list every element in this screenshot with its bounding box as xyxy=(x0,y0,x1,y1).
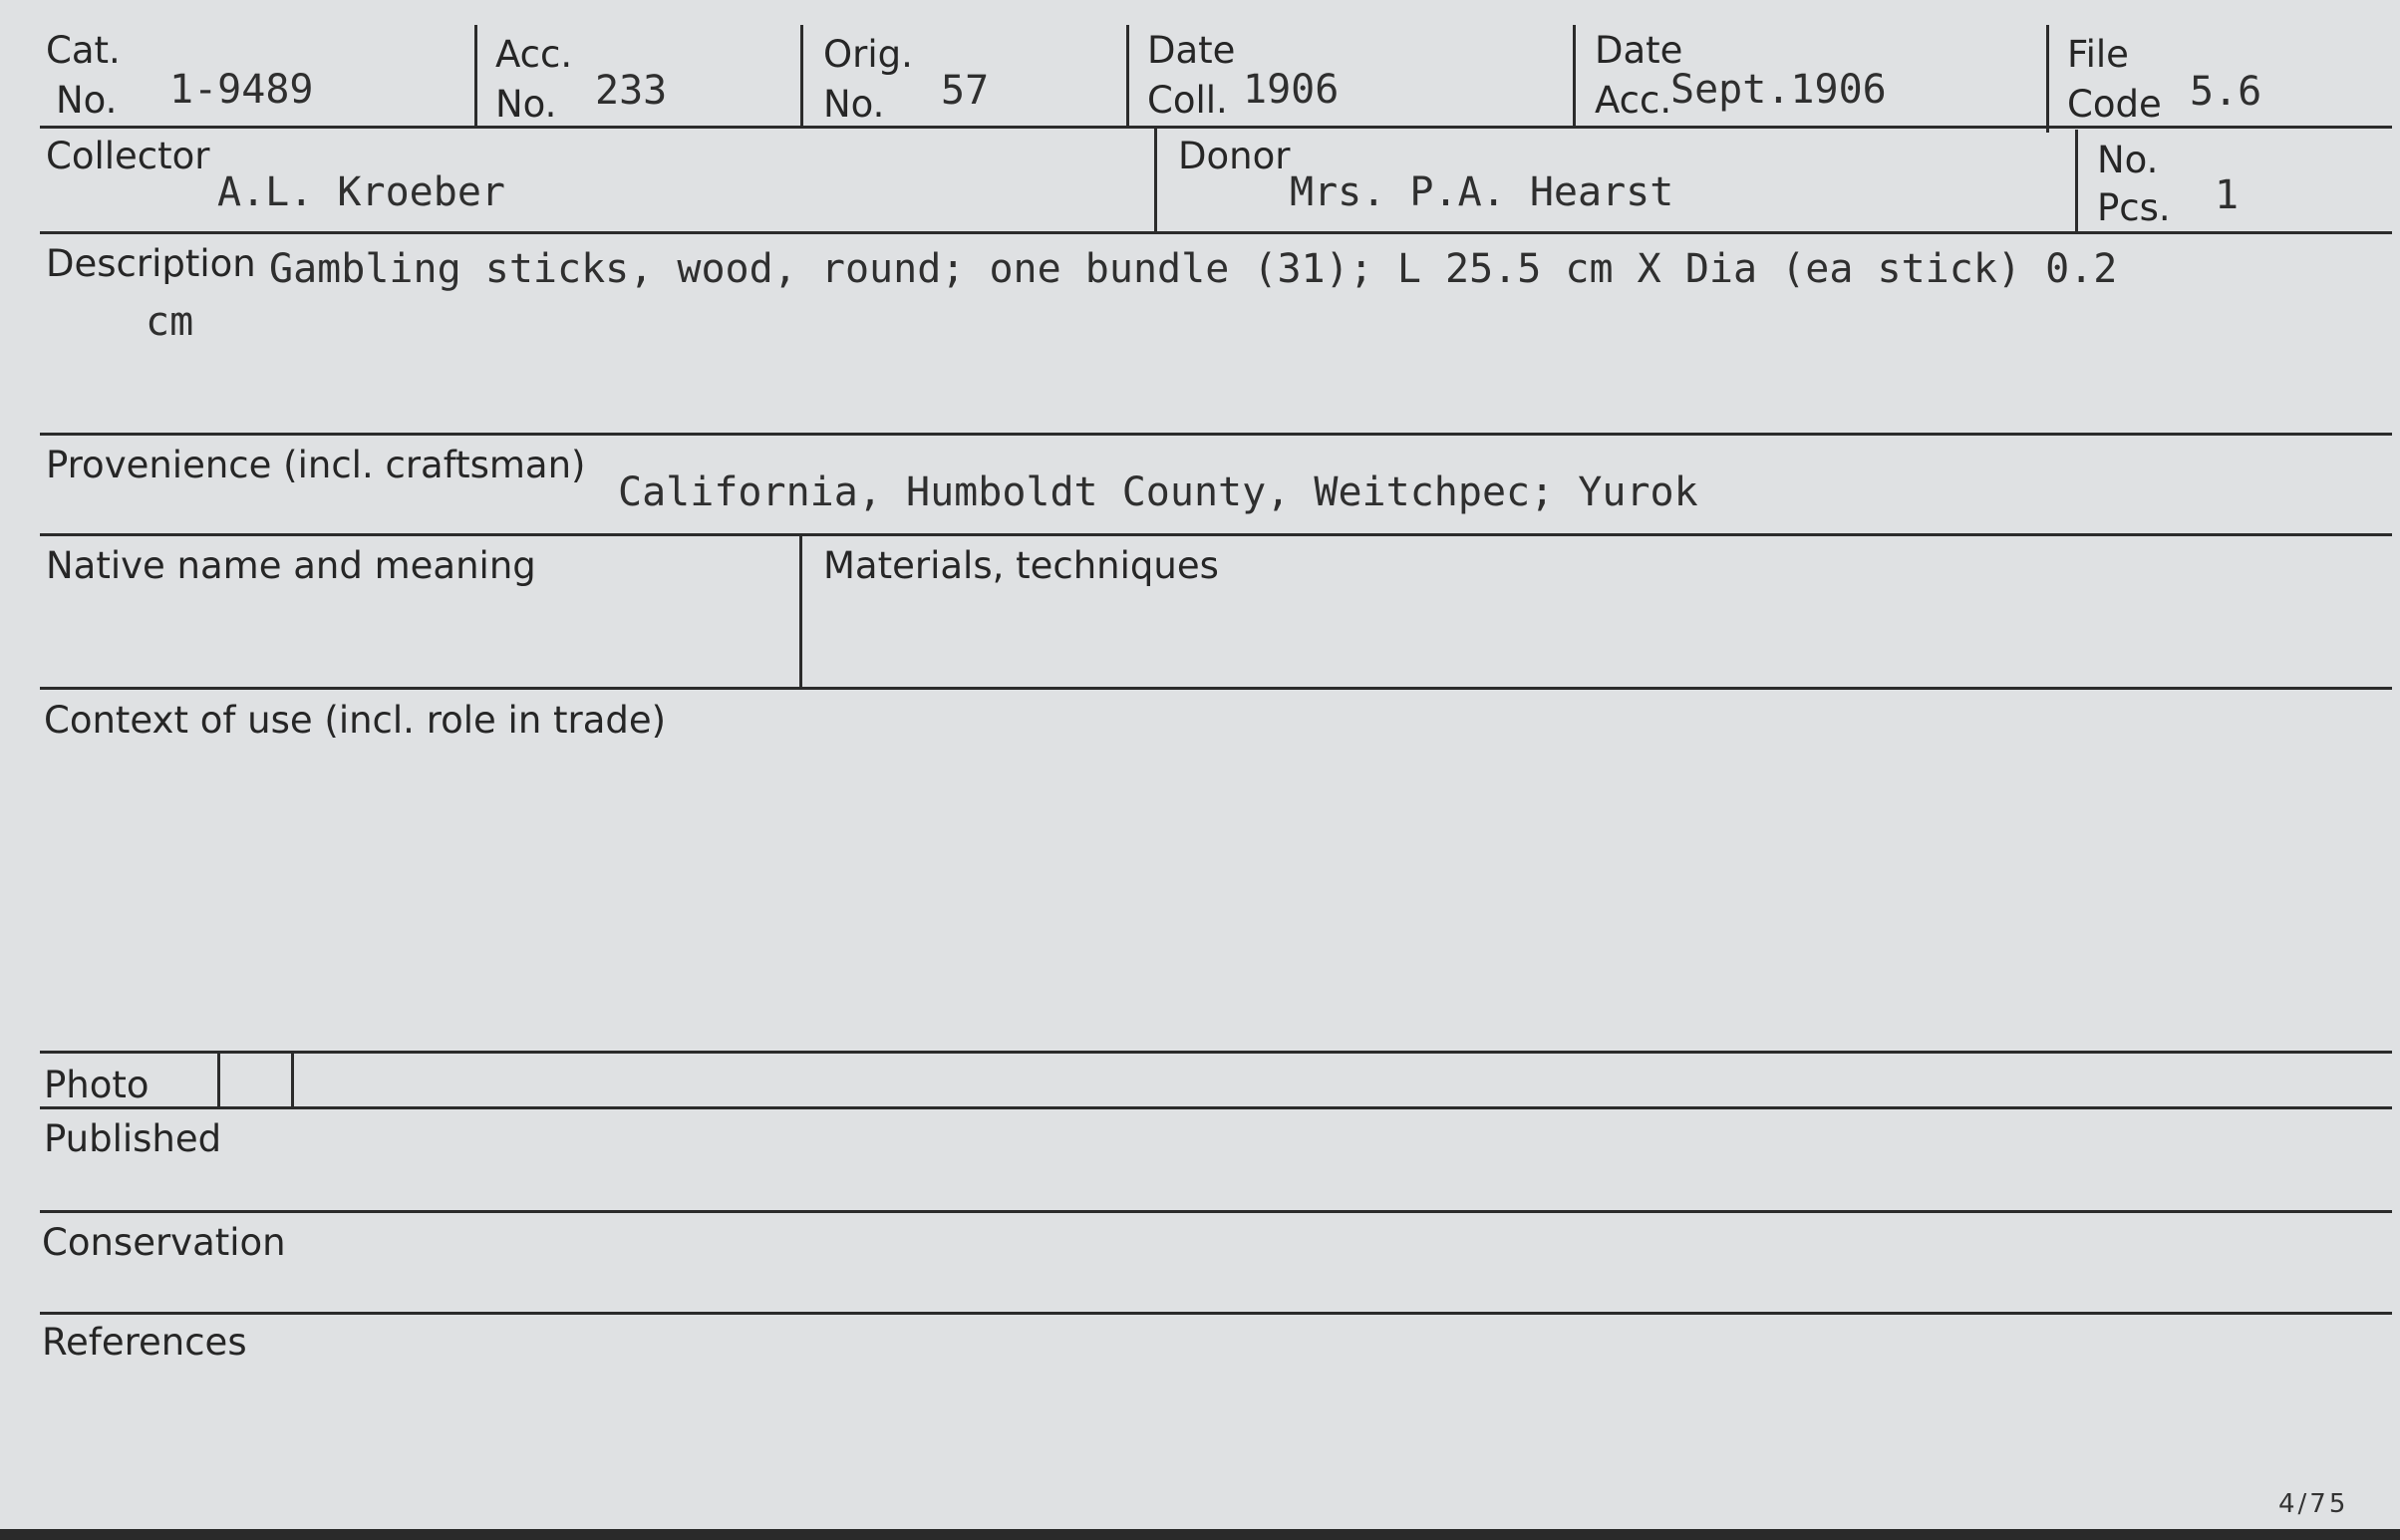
donor-value: Mrs. P.A. Hearst xyxy=(1290,169,1674,215)
references-label: References xyxy=(42,1321,247,1364)
description-line-2: cm xyxy=(146,299,194,345)
materials-label: Materials, techniques xyxy=(823,544,1219,587)
conservation-label: Conservation xyxy=(42,1221,286,1264)
divider xyxy=(800,25,803,129)
rule xyxy=(40,1210,2392,1213)
rule xyxy=(40,1106,2392,1109)
provenience-value: California, Humboldt County, Weitchpec; Yurok xyxy=(618,469,1698,515)
rule xyxy=(40,687,2392,690)
photo-box-divider xyxy=(217,1054,220,1109)
collector-label: Collector xyxy=(46,135,210,177)
file-code-label-1: File xyxy=(2067,33,2129,76)
description-line-1: Gambling sticks, wood, round; one bundle (31); L 25.5 cm X Dia (ea stick) 0.2 xyxy=(269,246,2118,292)
file-code-label-2: Code xyxy=(2067,83,2162,126)
divider xyxy=(799,535,802,690)
date-coll-label-2: Coll. xyxy=(1147,79,1228,122)
rule xyxy=(40,433,2392,436)
context-label: Context of use (incl. role in trade) xyxy=(44,699,667,742)
cat-no-value: 1-9489 xyxy=(169,67,314,113)
orig-no-label-2: No. xyxy=(823,83,885,126)
rule xyxy=(40,231,2392,234)
card-number: 4/75 xyxy=(2278,1489,2349,1519)
acc-no-value: 233 xyxy=(595,68,668,114)
divider xyxy=(474,25,477,129)
description-label: Description xyxy=(46,242,256,285)
native-name-label: Native name and meaning xyxy=(46,544,536,587)
acc-no-label-2: No. xyxy=(495,83,557,126)
rule xyxy=(40,533,2392,536)
photo-box-divider xyxy=(291,1054,294,1109)
divider xyxy=(1154,128,1157,232)
file-code-value: 5.6 xyxy=(2190,69,2262,115)
date-coll-value: 1906 xyxy=(1243,67,1340,113)
rule xyxy=(40,1312,2392,1315)
divider xyxy=(1573,25,1576,129)
date-acc-value: Sept.1906 xyxy=(1670,67,1887,113)
divider xyxy=(2075,130,2078,234)
date-acc-label-2: Acc. xyxy=(1595,79,1672,122)
published-label: Published xyxy=(44,1117,222,1160)
divider xyxy=(1126,25,1129,129)
cat-no-label-1: Cat. xyxy=(46,29,121,72)
rule xyxy=(40,126,2392,129)
orig-no-label-1: Orig. xyxy=(823,33,913,76)
rule xyxy=(40,1051,2392,1054)
orig-no-value: 57 xyxy=(941,68,990,114)
acc-no-label-1: Acc. xyxy=(495,33,573,76)
date-coll-label-1: Date xyxy=(1147,29,1236,72)
date-acc-label-1: Date xyxy=(1595,29,1683,72)
provenience-label: Provenience (incl. craftsman) xyxy=(46,444,586,486)
donor-label: Donor xyxy=(1178,135,1291,177)
photo-label: Photo xyxy=(44,1064,150,1106)
collector-value: A.L. Kroeber xyxy=(217,169,505,215)
divider xyxy=(2046,25,2049,133)
pieces-label-2: Pcs. xyxy=(2097,186,2171,229)
cat-no-label-2: No. xyxy=(56,79,118,122)
pieces-label-1: No. xyxy=(2097,139,2159,181)
pieces-value: 1 xyxy=(2215,172,2240,218)
